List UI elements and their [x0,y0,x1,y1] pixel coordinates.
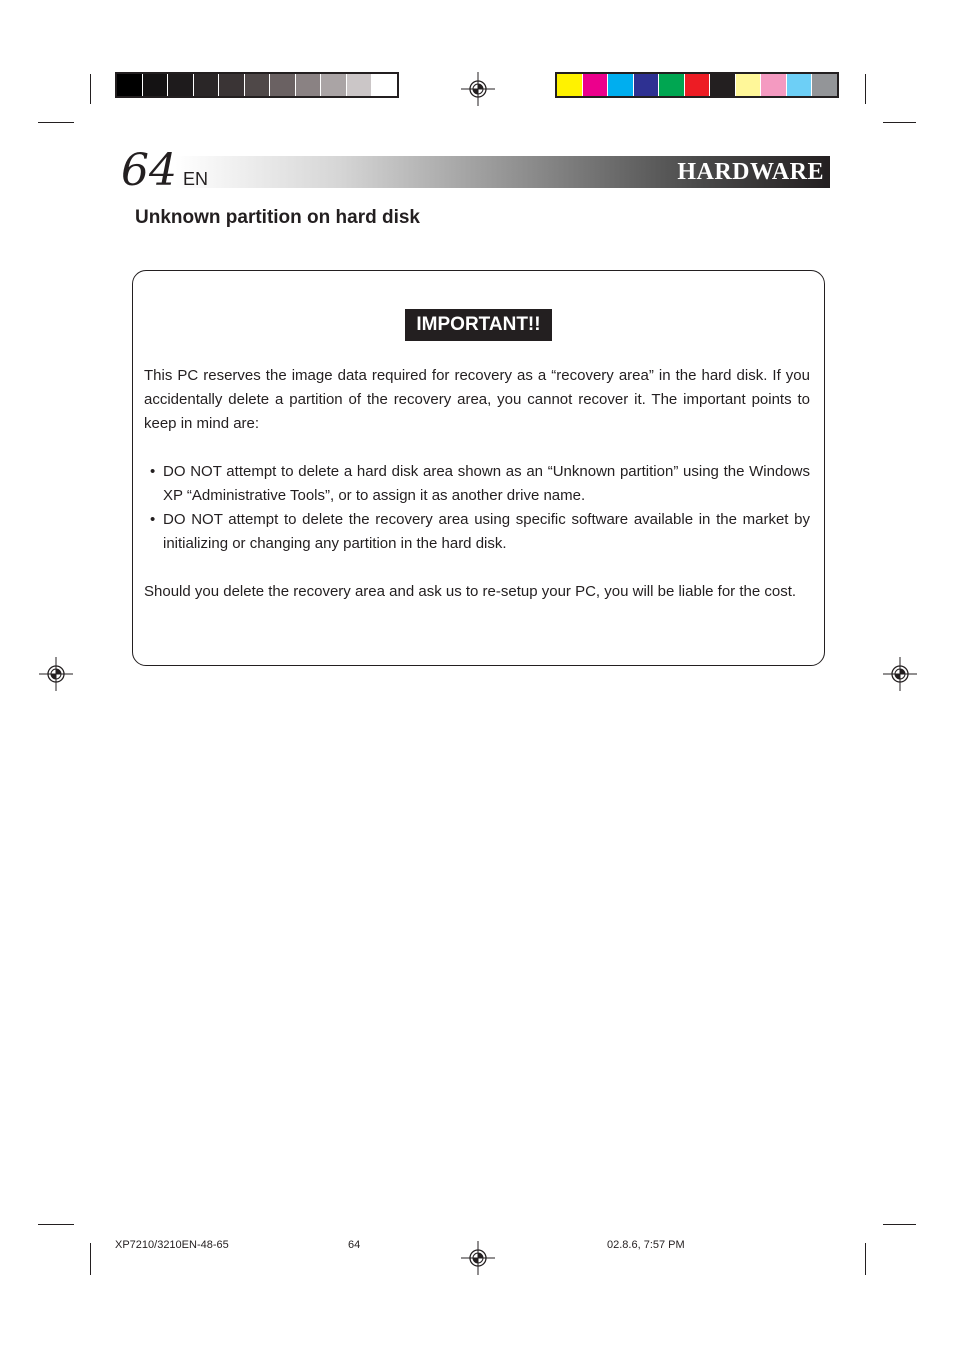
swatch [634,74,660,96]
important-badge: IMPORTANT!! [405,309,552,341]
swatch [685,74,711,96]
swatch [168,74,194,96]
registration-mark-icon [883,657,917,691]
swatch [321,74,347,96]
swatch [710,74,736,96]
notice-bullet-text: DO NOT attempt to delete a hard disk area shown as an “Unknown partition” using the Windows XP “Administrative Tools”, or to assign it as another drive name. [163,463,810,504]
swatch [659,74,685,96]
registration-mark-icon [39,657,73,691]
grayscale-color-bar [115,72,399,98]
crop-mark [38,1224,74,1225]
swatch [245,74,271,96]
notice-bullet-text: DO NOT attempt to delete the recovery area using specific software available in the market by initializing or changing any partition in the hard disk. [163,511,810,552]
notice-bullet [150,460,810,508]
footer-file-id: XP7210/3210EN-48-65 [115,1239,229,1251]
crop-mark [90,74,91,104]
swatch [372,74,397,96]
swatch [347,74,373,96]
bullet-dot: • [150,511,156,528]
section-title: HARDWARE [677,159,824,185]
swatch [117,74,143,96]
swatch [583,74,609,96]
crop-mark [883,1224,916,1225]
swatch [143,74,169,96]
swatch [296,74,322,96]
notice-intro: This PC reserves the image data required for recovery as a “recovery area” in the hard disk. If you accidentally delete a partition of the recovery area, you cannot recover it. The important points to keep in mind are: [144,367,810,432]
swatch [736,74,762,96]
page-number: 64 [121,145,177,196]
swatch [787,74,813,96]
swatch [608,74,634,96]
crop-mark [865,74,866,104]
footer-timestamp: 02.8.6, 7:57 PM [607,1239,685,1251]
notice-closing: Should you delete the recovery area and ask us to re-setup your PC, you will be liable for the cost. [144,583,797,600]
registration-mark-icon [461,72,495,106]
notice-bullet [150,508,810,556]
crop-mark [865,1243,866,1275]
swatch [557,74,583,96]
swatch [270,74,296,96]
footer-page-number: 64 [348,1239,361,1251]
swatch [219,74,245,96]
crop-mark [883,122,916,123]
swatch [194,74,220,96]
language-code: EN [183,169,209,189]
process-color-bar [555,72,839,98]
swatch [761,74,787,96]
crop-mark [38,122,74,123]
registration-mark-icon [461,1241,495,1275]
swatch [812,74,837,96]
page-subheading: Unknown partition on hard disk [135,207,420,228]
crop-mark [90,1243,91,1275]
bullet-dot: • [150,463,156,480]
